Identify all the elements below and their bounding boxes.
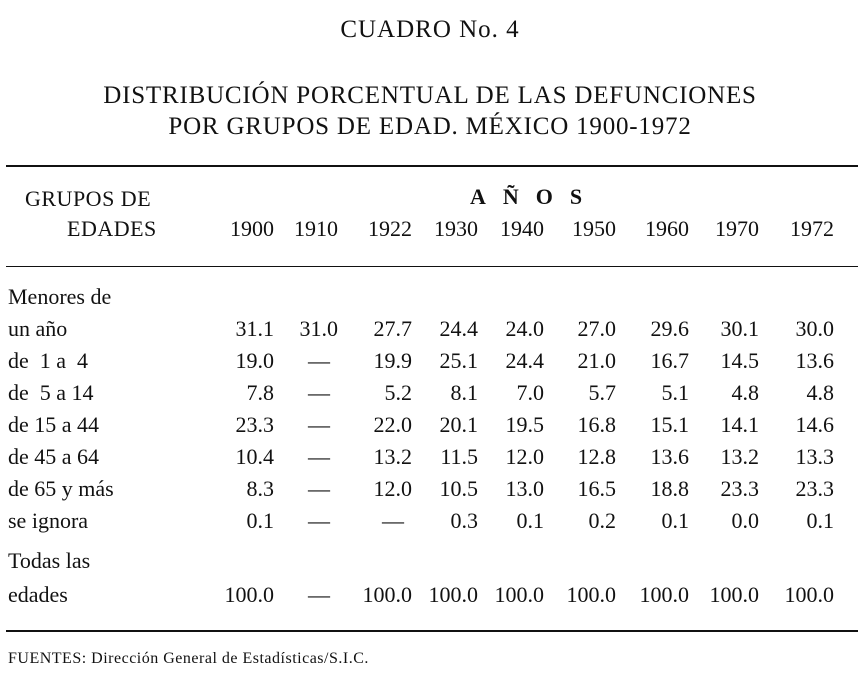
table-cell: 100.0 <box>428 582 478 607</box>
table-cell: 16.8 <box>577 412 616 437</box>
table-cell: 0.1 <box>516 508 544 533</box>
table-cell: 100.0 <box>494 582 544 607</box>
table-cell: 7.0 <box>516 380 544 405</box>
table-cell: 8.1 <box>450 380 478 405</box>
year-header-4: 1940 <box>500 216 544 241</box>
years-header: AÑOS <box>470 184 600 209</box>
row-label: de 15 a 44 <box>8 412 100 437</box>
table-title: CUADRO No. 4 <box>340 16 520 43</box>
table-cell: 23.3 <box>795 476 834 501</box>
table-cell: 14.1 <box>720 412 759 437</box>
table-cell: — <box>308 476 330 501</box>
table-cell: 13.2 <box>373 444 412 469</box>
bottom-rule <box>6 630 858 632</box>
table-cell: 31.0 <box>299 316 338 341</box>
table-cell: — <box>308 582 330 607</box>
table-cell: — <box>382 508 404 533</box>
table-cell: 10.5 <box>439 476 478 501</box>
table-cell: 0.1 <box>246 508 274 533</box>
table-cell: 24.0 <box>505 316 544 341</box>
table-cell: 16.7 <box>650 348 689 373</box>
year-header-5: 1950 <box>572 216 616 241</box>
row-label: un año <box>8 316 68 341</box>
table-cell: 4.8 <box>806 380 834 405</box>
table-cell: — <box>308 508 330 533</box>
year-header-8: 1972 <box>790 216 834 241</box>
table-cell: 100.0 <box>639 582 689 607</box>
table-cell: — <box>308 444 330 469</box>
table-cell: 0.1 <box>661 508 689 533</box>
table-cell: 15.1 <box>650 412 689 437</box>
table-cell: 19.9 <box>373 348 412 373</box>
table-cell: 24.4 <box>439 316 478 341</box>
table-cell: 30.1 <box>720 316 759 341</box>
table-cell: 23.3 <box>720 476 759 501</box>
row-label: se ignora <box>8 508 89 533</box>
subtitle-line-2: POR GRUPOS DE EDAD. MÉXICO 1900-1972 <box>168 113 692 140</box>
table-cell: 22.0 <box>373 412 412 437</box>
table-cell: 100.0 <box>709 582 759 607</box>
table-cell: 14.5 <box>720 348 759 373</box>
table-cell: 4.8 <box>731 380 759 405</box>
table-cell: 8.3 <box>246 476 274 501</box>
header-rule <box>6 266 858 267</box>
table-cell: 14.6 <box>795 412 834 437</box>
table-cell: 31.1 <box>235 316 274 341</box>
table-subtitle <box>0 80 860 142</box>
year-header-0: 1900 <box>230 216 274 241</box>
group-header-line-2: EDADES <box>67 216 157 241</box>
year-header-7: 1970 <box>715 216 759 241</box>
top-rule <box>6 165 858 167</box>
table-cell: 10.4 <box>235 444 274 469</box>
table-cell: 23.3 <box>235 412 274 437</box>
table-cell: 12.0 <box>505 444 544 469</box>
table-cell: — <box>308 348 330 373</box>
table-cell: 100.0 <box>224 582 274 607</box>
table-cell: 5.7 <box>588 380 616 405</box>
table-cell: 21.0 <box>577 348 616 373</box>
table-cell: 27.0 <box>577 316 616 341</box>
subtitle-line-1: DISTRIBUCIÓN PORCENTUAL DE LAS DEFUNCIONES <box>103 82 757 109</box>
table-cell: 27.7 <box>373 316 412 341</box>
row-label: Menores de <box>8 284 112 309</box>
table-cell: 25.1 <box>439 348 478 373</box>
table-cell: 100.0 <box>784 582 834 607</box>
table-cell: 19.5 <box>505 412 544 437</box>
table-cell: 13.2 <box>720 444 759 469</box>
table-cell: 100.0 <box>566 582 616 607</box>
table-cell: 0.1 <box>806 508 834 533</box>
row-label: de 1 a 4 <box>8 348 89 373</box>
source-note: FUENTES: Dirección General de Estadísticas/S.I.C. <box>8 650 369 667</box>
table-cell: 7.8 <box>246 380 274 405</box>
year-header-1: 1910 <box>294 216 338 241</box>
year-header-3: 1930 <box>434 216 478 241</box>
table-cell: 29.6 <box>650 316 689 341</box>
table-cell: 12.8 <box>577 444 616 469</box>
table-cell: — <box>308 412 330 437</box>
table-cell: 0.3 <box>450 508 478 533</box>
table-cell: 5.2 <box>384 380 412 405</box>
table-cell: 19.0 <box>235 348 274 373</box>
table-cell: 0.0 <box>731 508 759 533</box>
table-cell: 13.6 <box>650 444 689 469</box>
table-cell: 0.2 <box>588 508 616 533</box>
table-cell: 16.5 <box>577 476 616 501</box>
table-cell: 12.0 <box>373 476 412 501</box>
table-cell: 24.4 <box>505 348 544 373</box>
group-header-line-1: GRUPOS DE <box>25 186 152 211</box>
table-cell: 20.1 <box>439 412 478 437</box>
row-label: de 65 y más <box>8 476 114 501</box>
table-cell: 13.0 <box>505 476 544 501</box>
table-cell: 30.0 <box>795 316 834 341</box>
row-label: de 5 a 14 <box>8 380 94 405</box>
year-header-6: 1960 <box>645 216 689 241</box>
table-cell: 18.8 <box>650 476 689 501</box>
table-cell: 13.3 <box>795 444 834 469</box>
row-label: de 45 a 64 <box>8 444 100 469</box>
row-label: Todas las <box>8 548 91 573</box>
year-header-2: 1922 <box>368 216 412 241</box>
table-cell: — <box>308 380 330 405</box>
row-label: edades <box>8 582 68 607</box>
table-cell: 13.6 <box>795 348 834 373</box>
table-cell: 5.1 <box>661 380 689 405</box>
table-cell: 100.0 <box>362 582 412 607</box>
table-cell: 11.5 <box>440 444 478 469</box>
